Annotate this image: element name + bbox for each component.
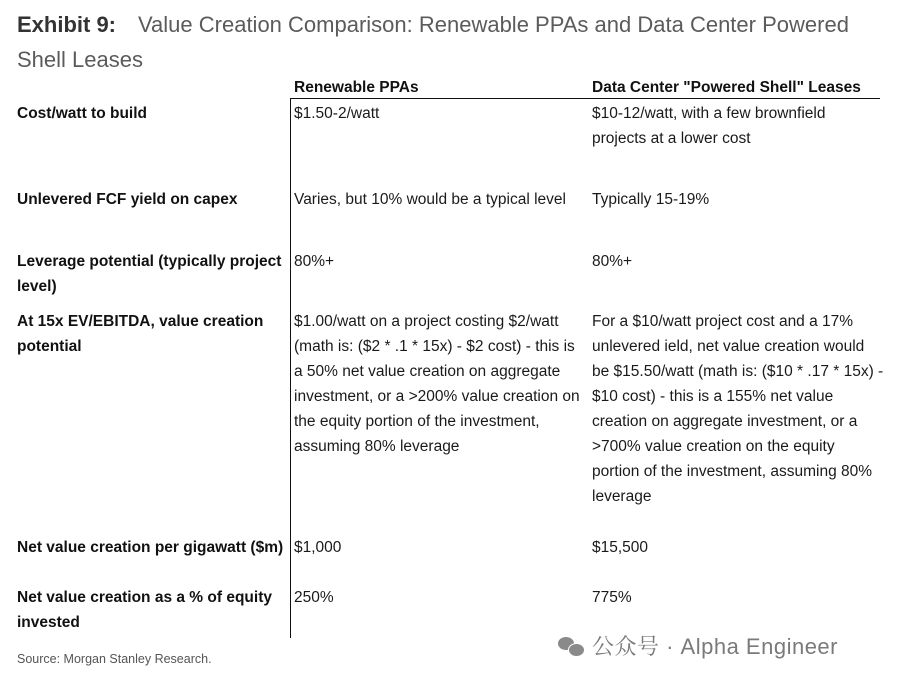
cell-renewable-leverage: 80%+ xyxy=(294,253,335,270)
source-note: Source: Morgan Stanley Research. xyxy=(17,652,212,666)
exhibit-title xyxy=(17,7,877,77)
cell-shell-value-pct-equity: 775% xyxy=(592,589,632,606)
cell-shell-value-per-gigawatt: $15,500 xyxy=(592,539,649,556)
watermark-text: 公众号 · Alpha Engineer xyxy=(592,634,838,659)
row-label-fcf-yield: Unlevered FCF yield on capex xyxy=(17,191,238,208)
exhibit-number: Exhibit 9: xyxy=(17,12,117,37)
cell-renewable-fcf-yield: Varies, but 10% would be a typical level xyxy=(294,191,566,208)
row-label-cost-per-watt: Cost/watt to build xyxy=(17,105,148,122)
cell-shell-leverage: 80%+ xyxy=(592,253,633,270)
watermark xyxy=(558,630,838,661)
row-label-value-per-gigawatt: Net value creation per gigawatt ($m) xyxy=(17,539,284,556)
cell-shell-cost-per-watt: $10-12/watt, with a few brownfield projects at a lower cost xyxy=(592,105,826,147)
cell-shell-fcf-yield: Typically 15-19% xyxy=(592,191,710,208)
column-header-powered-shell-leases: Data Center "Powered Shell" Leases xyxy=(592,79,861,96)
wechat-icon xyxy=(558,635,584,657)
row-label-value-creation-potential: At 15x EV/EBITDA, value creation potential xyxy=(17,313,264,355)
cell-renewable-value-creation: $1.00/watt on a project costing $2/watt (math is: ($2 * .1 * 15x) - $2 cost) - this is a 50% net value creation on aggregate investment, or a >200% value creation on the equity portion of the investment, assuming 80% leverage xyxy=(294,313,580,455)
label-column-divider xyxy=(290,98,291,638)
row-label-leverage-potential: Leverage potential (typically project level) xyxy=(17,253,282,295)
column-header-renewable-ppas: Renewable PPAs xyxy=(294,79,419,96)
cell-renewable-value-per-gigawatt: $1,000 xyxy=(294,539,342,556)
cell-renewable-cost-per-watt: $1.50-2/watt xyxy=(294,105,380,122)
cell-renewable-value-pct-equity: 250% xyxy=(294,589,334,606)
row-label-value-pct-equity: Net value creation as a % of equity invested xyxy=(17,589,272,631)
exhibit-title-text: Value Creation Comparison: Renewable PPAs and Data Center Powered Shell Leases xyxy=(17,12,849,72)
cell-shell-value-creation: For a $10/watt project cost and a 17% unlevered ield, net value creation would be $15.50/watt (math is: ($10 * .17 * 15x) - $10 cost) - this is a 155% net value creation on aggregate investment, or a >700% value creation on the equity portion of the investment, assuming 80% leverage xyxy=(592,313,884,505)
header-divider xyxy=(290,98,880,99)
